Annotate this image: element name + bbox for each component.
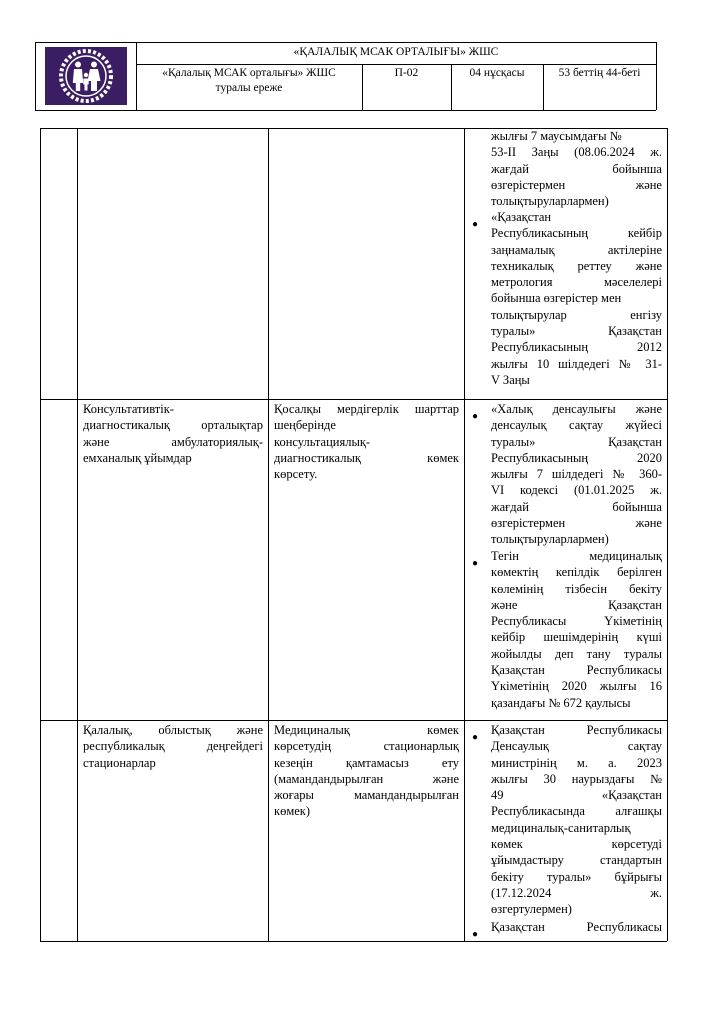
text-line: «Қазақстан (491, 210, 552, 224)
service-description-cell (274, 401, 459, 482)
text-line: бойынша өзгерістер мен (491, 291, 622, 306)
service-description-cell (274, 722, 459, 820)
text-line: туралы» Қазақстан (491, 324, 662, 339)
text-line: Үкіметінің 2020 жылғы 16 (491, 679, 662, 694)
text-line: көлемінің тізбесін бекіту (491, 581, 662, 596)
table-col-divider (77, 128, 78, 941)
text-line: жылғы 7 маусымдағы № (491, 129, 622, 143)
text-line: 49 «Қазақстан (491, 788, 662, 803)
bullet-point: ● (472, 732, 479, 743)
text-line: жылғы 7 шілдедегі № 360- (491, 467, 662, 482)
organization-title: «ҚАЛАЛЫҚ МСАК ОРТАЛЫҒЫ» ЖШС (293, 46, 499, 58)
text-line: көрсетудің стационарлық (274, 739, 459, 754)
text-line: көмек) (274, 804, 311, 819)
regulation-ref (491, 548, 662, 711)
header-border-bottom (35, 110, 656, 111)
document-title-line: туралы ереже (215, 82, 283, 94)
document-title-line: «Қалалық МСАК орталығы» ЖШС (162, 67, 336, 79)
table-col-divider (268, 128, 269, 941)
text-line: жағдай бойынша (491, 161, 662, 176)
text-line: толықтыруларлармен) (491, 532, 609, 547)
text-line: (17.12.2024 ж. (491, 885, 662, 900)
table-border-left (40, 128, 41, 941)
text-line: стационарлар (83, 755, 156, 770)
text-line: Қазақстан Республикасы (491, 723, 662, 737)
text-line: толықтыруларлармен) (491, 194, 609, 209)
text-line: Тегін медициналық (491, 549, 662, 563)
page-number: 53 беттің 44-беті (558, 67, 641, 79)
header-border-top (35, 42, 656, 43)
text-line: Қазақстан Республикасы (491, 920, 662, 934)
regulation-ref (491, 401, 662, 548)
text-line: туралы» Қазақстан (491, 434, 662, 449)
text-line: техникалық реттеу және (491, 258, 662, 273)
organization-type-cell (83, 722, 263, 771)
text-line: метрология мәселелері (491, 275, 662, 290)
text-line: көмектің кепілдік берілген (491, 565, 662, 580)
text-line: өзгертулермен) (491, 902, 572, 917)
organization-type-cell (83, 401, 263, 466)
text-line: жылғы 10 шілдедегі № 31- (491, 356, 662, 371)
text-line: шеңберінде (274, 418, 336, 433)
text-line: Қосалқы мердігерлік шарттар (274, 402, 459, 416)
text-line: Консультативтік- (83, 402, 174, 416)
text-line: емханалық ұйымдар (83, 450, 192, 465)
table-border-bottom (40, 941, 667, 942)
text-line: министрінің м. а. 2023 (491, 755, 662, 770)
text-line: бекіту туралы» бұйрығы (491, 869, 662, 884)
document-code: П-02 (394, 67, 419, 79)
text-line: Республикасының 2020 (491, 450, 662, 465)
text-line: (мамандандырылған және (274, 771, 459, 786)
text-line: көрсету. (274, 467, 318, 482)
text-line: өзгерістермен және (491, 516, 662, 531)
text-line: Республикасының 2012 (491, 340, 662, 355)
regulation-ref (491, 722, 662, 918)
text-line: ұйымдастыру стандартын (491, 853, 662, 868)
header-border-left (35, 42, 36, 110)
bullet-point: ● (472, 411, 479, 422)
text-line: толықтырулар енгізу (491, 307, 662, 322)
text-line: «Халық денсаулығы және (491, 402, 662, 416)
text-line: Медициналық көмек (274, 723, 459, 737)
document-version: 04 нұсқасы (469, 67, 525, 79)
text-line: 53-ІІ Заңы (08.06.2024 ж. (491, 145, 662, 160)
text-line: Республикасының кейбір (491, 226, 662, 241)
bullet-point: ● (472, 558, 479, 569)
document-title (136, 66, 362, 96)
table-col-divider (464, 128, 465, 941)
text-line: қазандағы № 672 қаулысы (491, 695, 631, 710)
text-line: және Қазақстан (491, 597, 662, 612)
text-line: Қалалық, облыстық және (83, 723, 263, 737)
text-line: заңнамалық актілеріне (491, 242, 662, 257)
regulation-ref-continued (491, 144, 662, 209)
regulation-ref-continued (491, 128, 662, 144)
text-line: Республикасында алғашқы (491, 804, 662, 819)
table-row-divider (40, 399, 667, 400)
text-line: өзгерістермен және (491, 177, 662, 192)
text-line: Республикасы Үкіметінің (491, 614, 662, 629)
family-emblem-icon (45, 47, 127, 105)
text-line: V Заңы (491, 372, 530, 387)
text-line: диагностикалық көмек (274, 450, 459, 465)
text-line: денсаулық сақтау жүйесі (491, 418, 662, 433)
text-line: жоғары мамандандырылған (274, 788, 459, 803)
header-row-divider (136, 64, 656, 65)
regulation-ref (491, 209, 662, 388)
text-line: жылғы 30 наурыздағы № (491, 771, 662, 786)
text-line: республикалық деңгейдегі (83, 739, 263, 754)
text-line: медициналық-санитарлық (491, 820, 631, 835)
text-line: Қазақстан Республикасы (491, 663, 662, 678)
text-line: консультациялық- (274, 434, 371, 449)
text-line: жағдай бойынша (491, 499, 662, 514)
text-line: Денсаулық сақтау (491, 739, 662, 754)
text-line: жойылды деп тану туралы (491, 646, 662, 661)
header-border-right (656, 42, 657, 110)
text-line: диагностикалық орталықтар (83, 418, 263, 433)
organization-logo (45, 47, 127, 105)
regulation-ref (491, 919, 662, 935)
text-line: және амбулаториялық- (83, 434, 263, 449)
text-line: VI кодексі (01.01.2025 ж. (491, 483, 662, 498)
table-border-right (667, 128, 668, 941)
bullet-point: ● (472, 929, 479, 940)
text-line: көмек көрсетуді (491, 837, 662, 852)
text-line: кезеңін қамтамасыз ету (274, 755, 459, 770)
table-row-divider (40, 720, 667, 721)
bullet-point: ● (472, 219, 479, 230)
text-line: кейбір шешімдерінің күші (491, 630, 662, 645)
